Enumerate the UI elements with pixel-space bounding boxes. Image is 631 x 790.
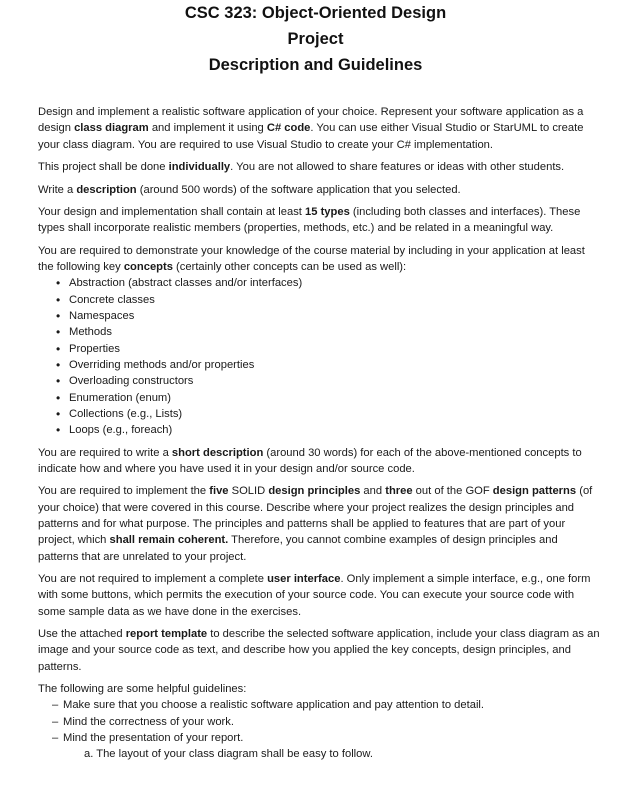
paragraph-report-template: Use the attached report template to describe the selected software application, include your class diagram as an image and your source code as text, and describe how you applied the key concepts, design principles, and patterns. xyxy=(38,628,600,673)
paragraph-overview: Design and implement a realistic software application of your choice. Represent your software application as a design class diagram and implement it using C# code. You can use either Visual Studio or StarUML to create your class diagram. You are required to use Visual Studio to create your C# implementation. xyxy=(38,106,584,151)
list-item: – Make sure that you choose a realistic software application and pay attention to detail. xyxy=(38,697,600,713)
paragraph-description: Write a description (around 500 words) of the software application that you selected. xyxy=(38,183,461,196)
list-item: • Methods xyxy=(38,324,600,340)
list-item: • Namespaces xyxy=(38,308,600,324)
paragraph-user-interface: You are not required to implement a complete user interface. Only implement a simple interface, e.g., one form with some buttons, which permits the execution of your source code. You can execute your source code with some sample data as we have done in the exercises. xyxy=(38,573,591,618)
list-item: – Mind the correctness of your work. xyxy=(38,714,600,730)
paragraph-design-principles: You are required to implement the five SOLID design principles and three out of the GOF design patterns (of your choice) that were covered in this course. Describe where your project realizes the design principles and patterns and for what purpose. The principles and patterns shall be applied to features that are part of your project, which shall remain coherent. Therefore, you cannot combine examples of design principles and patterns that are unrelated to your project. xyxy=(38,485,593,563)
subtitle: Description and Guidelines xyxy=(208,56,423,74)
paragraph-types: Your design and implementation shall contain at least 15 types (including both classes and interfaces). These types shall incorporate realistic members (properties, methods, etc.) and be related in a meaningful way. xyxy=(38,206,581,235)
list-item: • Overloading constructors xyxy=(38,373,600,389)
list-item: • Collections (e.g., Lists) xyxy=(38,406,600,422)
list-item: – Mind the presentation of your report. xyxy=(38,730,600,746)
paragraph-short-description: You are required to write a short description (around 30 words) for each of the above-mentioned concepts to indicate how and where you have used it in your design and/or source code. xyxy=(38,446,582,475)
paragraph-concepts: You are required to demonstrate your knowledge of the course material by including in your application at least the following key concepts (certainly other concepts can be used as well): xyxy=(38,244,585,274)
list-item: • Loops (e.g., foreach) xyxy=(38,422,600,438)
guidelines-list xyxy=(38,697,600,746)
title-block xyxy=(0,0,631,78)
paragraph-individual: This project shall be done individually. You are not allowed to share features or ideas with other students. xyxy=(38,161,565,174)
list-item: • Overriding methods and/or properties xyxy=(38,357,600,373)
document-body xyxy=(38,104,600,763)
project-title: Project xyxy=(287,30,344,48)
list-item: • Abstraction (abstract classes and/or interfaces) xyxy=(38,275,600,291)
course-title: CSC 323: Object-Oriented Design xyxy=(184,4,447,22)
concepts-list xyxy=(38,275,600,438)
list-item: • Properties xyxy=(38,341,600,357)
list-item: • Concrete classes xyxy=(38,292,600,308)
sub-guideline: a. The layout of your class diagram shall be easy to follow. xyxy=(84,748,373,761)
paragraph-guidelines-intro: The following are some helpful guidelines: xyxy=(38,683,247,696)
list-item: • Enumeration (enum) xyxy=(38,390,600,406)
